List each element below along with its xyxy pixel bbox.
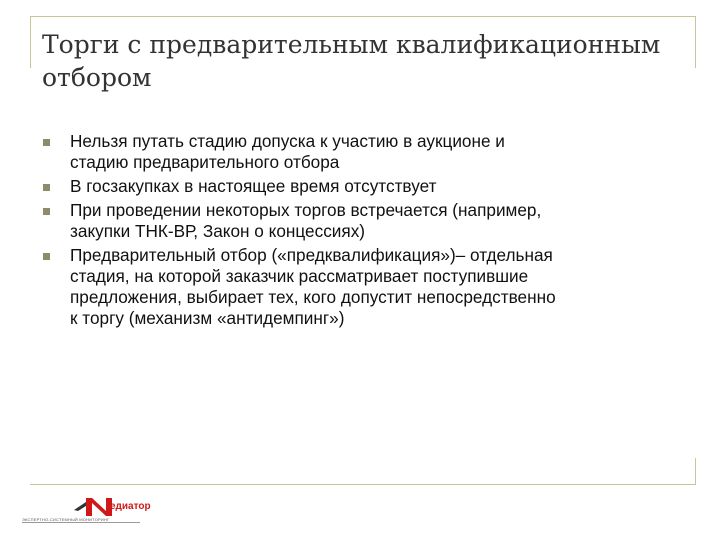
square-bullet-icon — [43, 139, 50, 146]
bullet-3-line-2: закупки ТНК-ВР, Закон о концессиях) — [70, 221, 366, 241]
bullet-item-1 — [42, 131, 672, 173]
logo-wordmark: едиатор — [110, 501, 151, 512]
frame-top-line — [30, 16, 696, 17]
slide-title-line-2: отбором — [42, 63, 152, 92]
bullet-4-line-1: Предварительный отбор («предквалификация»)– отдельная — [70, 245, 553, 265]
square-bullet-icon — [43, 208, 50, 215]
bullet-1-line-2: стадию предварительного отбора — [70, 152, 340, 172]
slide-title-line-1: Торги с предварительным квалификационным — [42, 30, 661, 59]
frame-left-line — [30, 16, 31, 68]
frame-bottom-tick — [695, 458, 696, 485]
bullet-item-4 — [42, 245, 672, 329]
frame-bottom-line — [30, 484, 696, 485]
bullet-4-line-3: предложения, выбирает тех, кого допустит непосредственно — [70, 287, 556, 307]
bullet-1-line-1: Нельзя путать стадию допуска к участию в аукционе и — [70, 131, 505, 151]
frame-right-line — [695, 16, 696, 68]
logo-underline — [22, 522, 140, 523]
square-bullet-icon — [43, 184, 50, 191]
logo-m-mark — [86, 498, 112, 516]
logo-arrow-mark — [74, 502, 86, 511]
bullet-item-3 — [42, 200, 672, 242]
bullet-3-line-1: При проведении некоторых торгов встречается (например, — [70, 200, 542, 220]
slide-title — [42, 28, 682, 94]
square-bullet-icon — [43, 253, 50, 260]
bullet-2-line-1: В госзакупках в настоящее время отсутствует — [70, 176, 437, 196]
bullet-item-2 — [42, 176, 672, 197]
bullet-list — [42, 131, 672, 332]
bullet-4-line-2: стадия, на которой заказчик рассматривает поступившие — [70, 266, 529, 286]
logo-tagline: ЭКСПЕРТНО-СИСТЕМНЫЙ МОНИТОРИНГ — [22, 517, 110, 522]
bullet-4-line-4: к торгу (механизм «антидемпинг») — [70, 308, 345, 328]
